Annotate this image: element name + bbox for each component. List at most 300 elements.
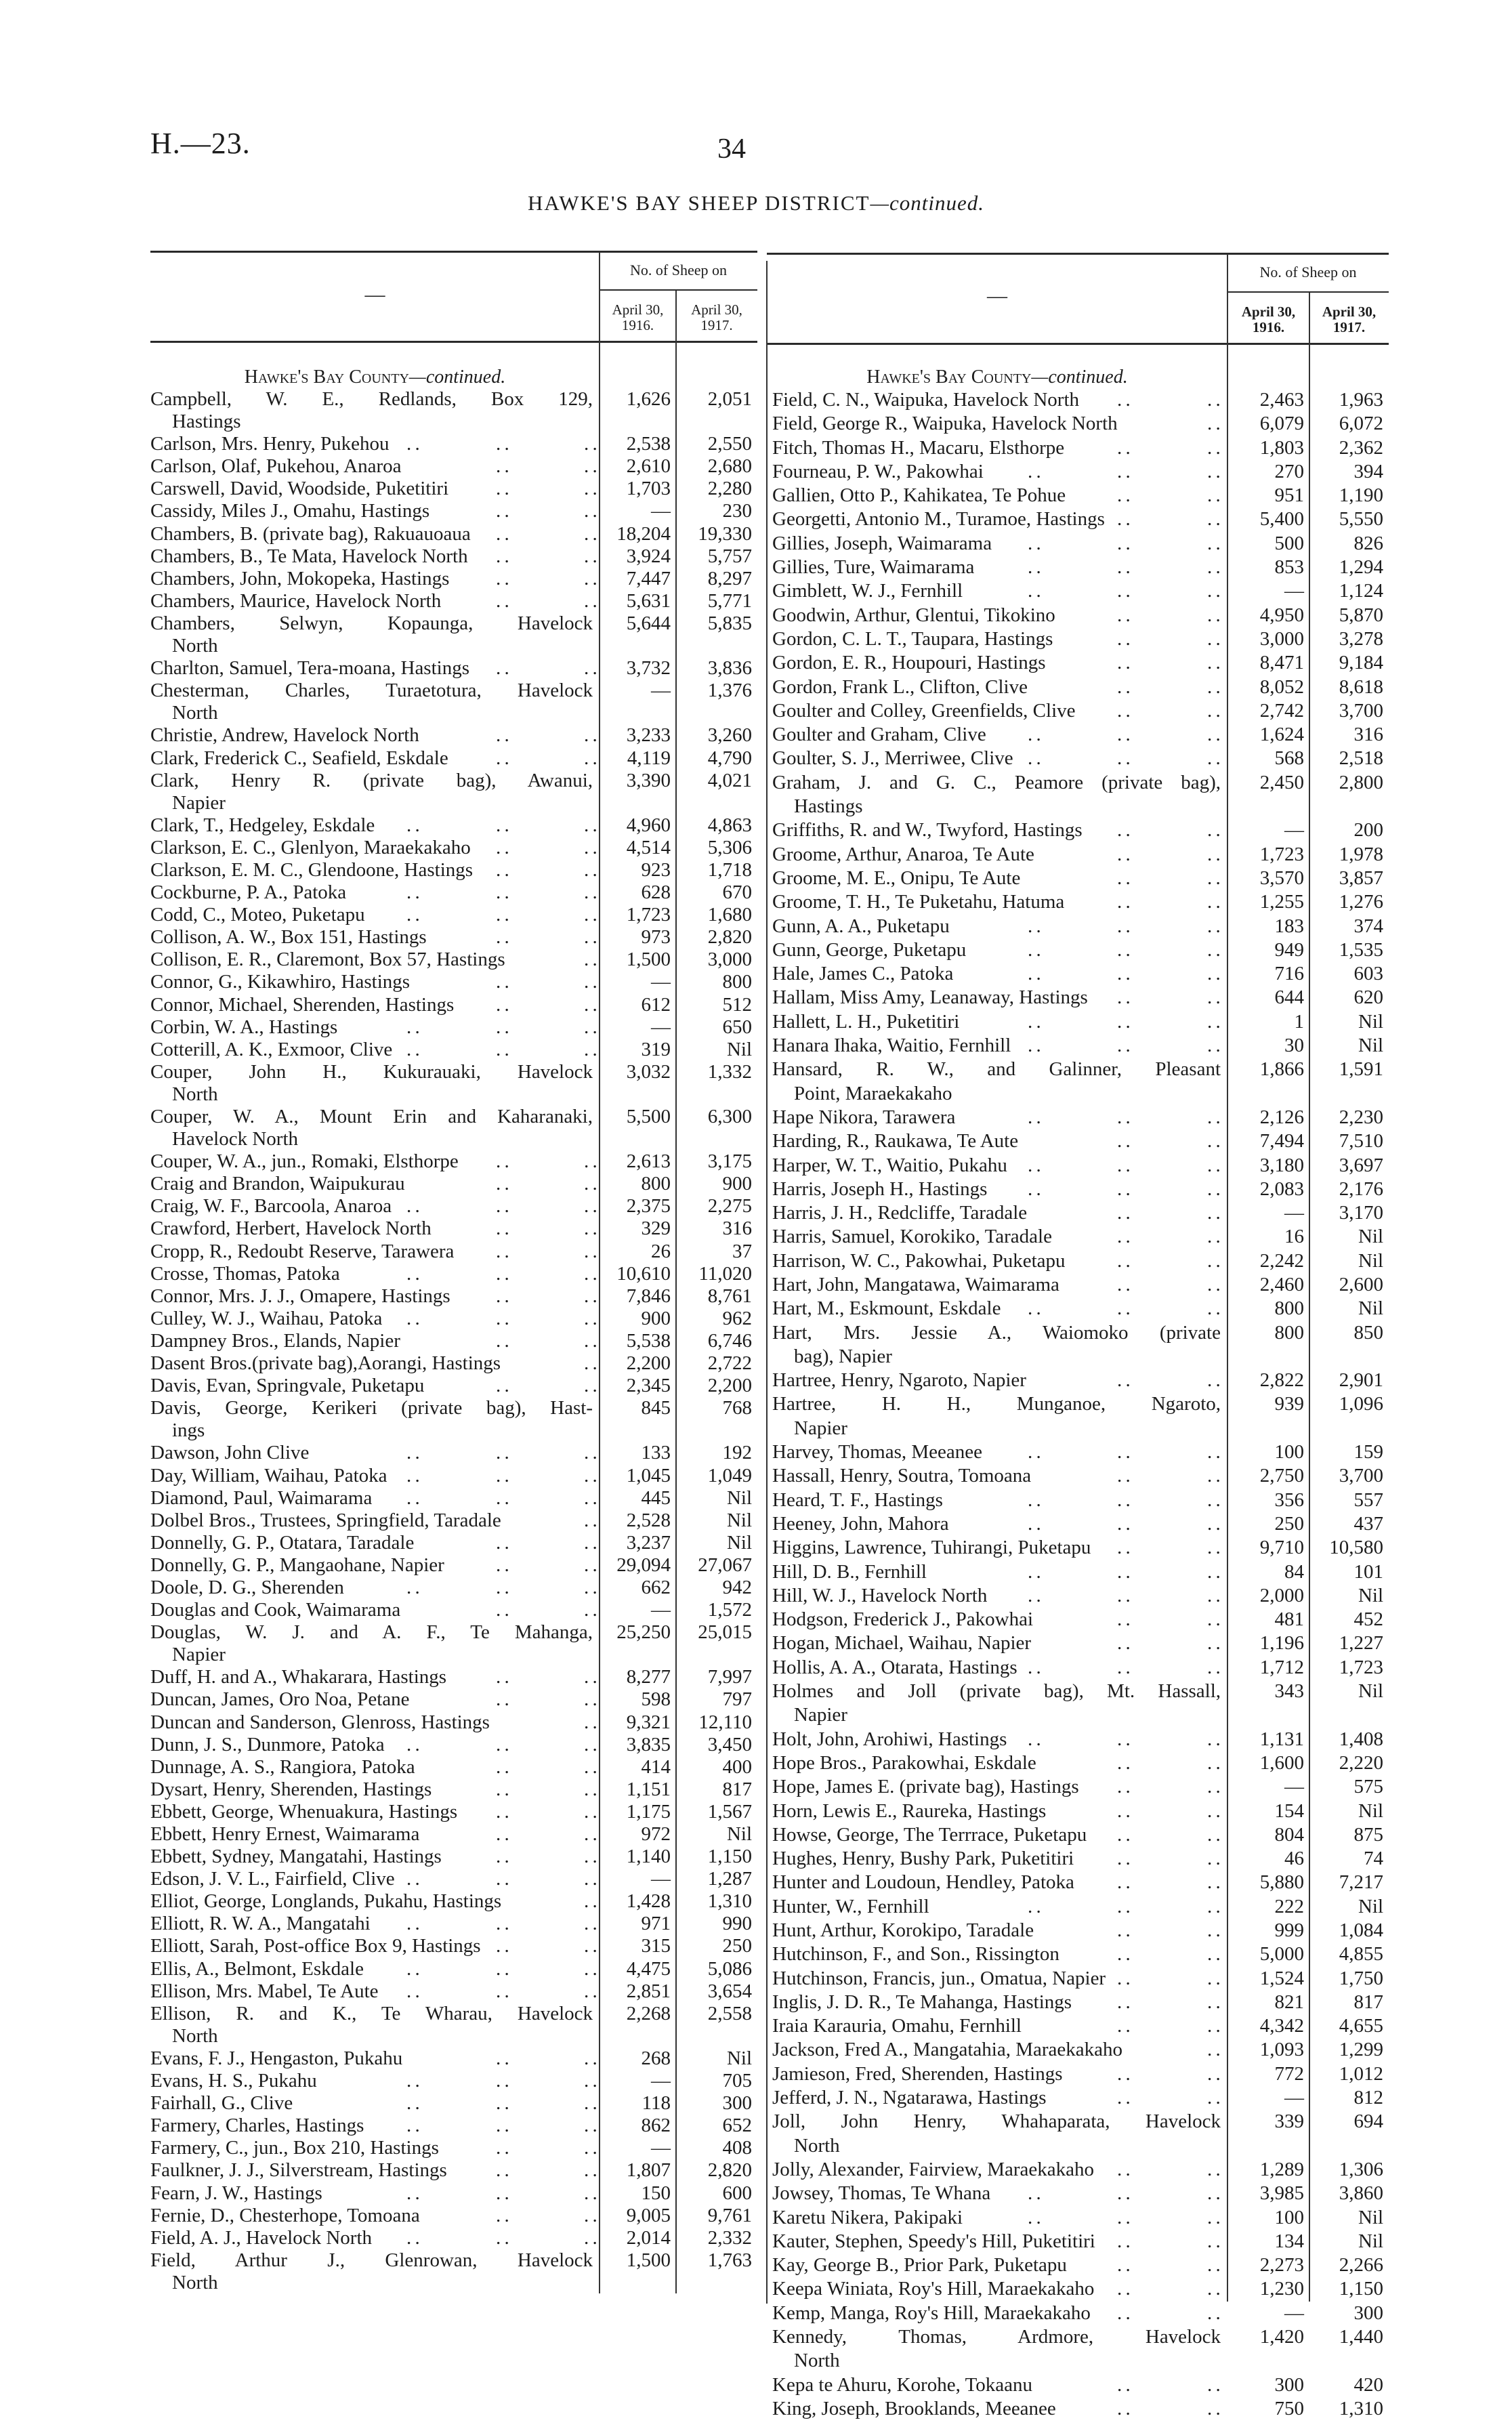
sheep-count-1917: 4,863 xyxy=(707,814,752,836)
leader-dots: . . xyxy=(584,1262,597,1285)
sheep-count-1917: 1,591 xyxy=(1339,1058,1383,1081)
table-row xyxy=(150,1846,757,1868)
leader-dots: . . xyxy=(1117,867,1130,889)
table-row xyxy=(150,388,757,433)
leader-dots: . . xyxy=(1207,580,1220,602)
sheep-count-1917: 1,012 xyxy=(1339,2062,1383,2085)
sheep-count-1916: — xyxy=(1284,819,1304,841)
owner-cell xyxy=(767,1178,1227,1201)
owner-cell xyxy=(150,1397,600,1442)
owner-cell xyxy=(150,1532,600,1554)
table-row xyxy=(767,1584,1389,1608)
sheep-count-1916: — xyxy=(651,1016,671,1038)
owner-cell xyxy=(767,1034,1227,1058)
owner-cell xyxy=(767,1631,1227,1655)
owner-name: Hogan, Michael, Waihau, Napier xyxy=(772,1632,1032,1655)
sheep-count-1917: 3,654 xyxy=(707,1980,752,2002)
leader-dots: . . xyxy=(584,657,597,680)
leader-dots: . . xyxy=(1117,436,1130,459)
sheep-count-1917: Nil xyxy=(726,1038,752,1060)
sheep-count-1917: 374 xyxy=(1353,915,1383,937)
owner-name: Evans, F. J., Hengaston, Pukahu xyxy=(150,2047,403,2069)
table-row xyxy=(767,2182,1389,2205)
leader-dots: . . xyxy=(496,1531,509,1554)
leader-dots: . . xyxy=(496,1307,509,1329)
owner-name: Joll, John Henry, Whahaparata, Havelock xyxy=(772,2110,1221,2133)
owner-name: Doole, D. G., Sherenden xyxy=(150,1576,344,1598)
owner-name: Gordon, E. R., Houpouri, Hastings xyxy=(772,652,1046,674)
leader-dots: . . xyxy=(406,2070,419,2092)
sheep-count-1916: 100 xyxy=(1274,1441,1304,1463)
sheep-count-1916: 268 xyxy=(641,2047,671,2069)
owner-name: Crawford, Herbert, Havelock North xyxy=(150,1218,432,1240)
owner-name-continued: North xyxy=(172,2024,218,2047)
owner-cell xyxy=(767,1440,1227,1464)
table-row xyxy=(767,2110,1389,2158)
owner-cell xyxy=(767,2014,1227,2038)
sheep-count-1917: 900 xyxy=(722,1173,752,1195)
sheep-count-1916: 300 xyxy=(1274,2373,1304,2396)
owner-cell xyxy=(150,2182,600,2205)
owner-name-continued: Havelock North xyxy=(172,1128,299,1150)
sheep-count-1917: 2,176 xyxy=(1339,1178,1383,1200)
leader-dots: . . xyxy=(496,1218,509,1240)
sheep-count-1917: 2,200 xyxy=(707,1375,752,1397)
owner-name: Dawson, John Clive xyxy=(150,1442,310,1464)
owner-cell xyxy=(150,1688,600,1711)
leader-dots: . . xyxy=(496,1576,509,1598)
sheep-count-1916: 853 xyxy=(1274,556,1304,579)
leader-dots: . . xyxy=(584,1509,597,1531)
sheep-count-1917: 5,757 xyxy=(707,545,752,567)
leader-dots: . . xyxy=(496,500,509,522)
leader-dots: . . xyxy=(584,567,597,589)
leader-dots: . . xyxy=(496,814,509,836)
leader-dots: . . xyxy=(1207,891,1220,913)
sheep-count-1916: 716 xyxy=(1274,963,1304,985)
leader-dots: . . xyxy=(1117,963,1130,985)
sheep-count-1917: 990 xyxy=(722,1913,752,1935)
sheep-count-1916: 951 xyxy=(1274,484,1304,507)
sheep-count-1916: 329 xyxy=(641,1218,671,1240)
sheep-count-1917: Nil xyxy=(1358,1035,1383,1057)
leader-dots: . . xyxy=(496,2182,509,2204)
sheep-count-1917: 1,680 xyxy=(707,904,752,926)
owner-name: Heard, T. F., Hastings xyxy=(772,1489,943,1511)
sheep-count-header: No. of Sheep on xyxy=(630,262,727,278)
sheep-count-1916: 2,200 xyxy=(626,1352,671,1375)
table-row xyxy=(150,1958,757,1980)
leader-dots: . . xyxy=(584,1935,597,1957)
col-1917-line2: 1917. xyxy=(700,317,733,333)
leader-dots: . . xyxy=(584,1846,597,1868)
leader-dots: . . xyxy=(1117,1489,1130,1511)
leader-dots: . . xyxy=(1117,1202,1130,1224)
table-row xyxy=(767,1225,1389,1249)
leader-dots: . . xyxy=(1207,1751,1220,1774)
owner-cell xyxy=(150,1330,600,1352)
sheep-count-1917: 452 xyxy=(1353,1608,1383,1631)
owner-cell xyxy=(150,770,600,814)
table-row xyxy=(150,1801,757,1823)
owner-name: Fernie, D., Chesterhope, Tomoana xyxy=(150,2204,420,2226)
sheep-count-1917: 3,700 xyxy=(1339,699,1383,722)
leader-dots: . . xyxy=(1207,1537,1220,1559)
owner-name: Griffiths, R. and W., Twyford, Hastings xyxy=(772,819,1083,841)
leader-dots: . . xyxy=(496,993,509,1016)
owner-name: Clark, Henry R. (private bag), Awanui, xyxy=(150,769,593,791)
owner-name: Dunn, J. S., Dunmore, Patoka xyxy=(150,1733,385,1755)
leader-dots: . . xyxy=(496,1980,509,2002)
sheep-count-1917: Nil xyxy=(1358,1226,1383,1248)
owner-cell xyxy=(767,1489,1227,1512)
leader-dots: . . xyxy=(1117,2206,1130,2228)
leader-dots: . . xyxy=(584,2182,597,2204)
leader-dots: . . xyxy=(1207,1035,1220,1057)
table-row xyxy=(767,1034,1389,1058)
leader-dots: . . xyxy=(1117,604,1130,626)
owner-name: Elliott, Sarah, Post-office Box 9, Hastings xyxy=(150,1935,481,1957)
owner-name: Harris, Joseph H., Hastings xyxy=(772,1178,988,1200)
sheep-count-1917: 2,220 xyxy=(1339,1751,1383,1774)
sheep-count-1916: 4,119 xyxy=(627,747,671,769)
table-row xyxy=(767,2253,1389,2277)
leader-dots: . . xyxy=(496,1733,509,1755)
owner-cell xyxy=(150,2137,600,2159)
leader-dots: . . xyxy=(496,1778,509,1800)
sheep-count-1916: 9,321 xyxy=(626,1711,671,1733)
owner-name: Fourneau, P. W., Pakowhai xyxy=(772,460,984,482)
owner-name: Davis, Evan, Springvale, Puketapu xyxy=(150,1375,425,1397)
owner-name: Couper, John H., Kukurauaki, Havelock xyxy=(150,1060,593,1083)
table-row xyxy=(767,604,1389,627)
sheep-count-1917: 2,901 xyxy=(1339,1369,1383,1392)
leader-dots: . . xyxy=(584,1576,597,1598)
leader-dots: . . xyxy=(1207,2182,1220,2205)
leader-dots: . . xyxy=(496,971,509,993)
owner-cell xyxy=(767,2038,1227,2062)
leader-dots: . . xyxy=(496,881,509,904)
owner-name: Ebbett, Sydney, Mangatahi, Hastings xyxy=(150,1846,442,1868)
sheep-count-1917: Nil xyxy=(1358,2230,1383,2252)
leader-dots: . . xyxy=(584,2226,597,2249)
table-row xyxy=(150,971,757,993)
leader-dots: . . xyxy=(584,1868,597,1890)
leader-dots: . . xyxy=(1117,1273,1130,1295)
sheep-count-1917: 408 xyxy=(722,2137,752,2159)
owner-cell xyxy=(150,1150,600,1173)
sheep-count-1917: 1,750 xyxy=(1339,1967,1383,1989)
sheep-count-1916: 612 xyxy=(641,993,671,1016)
leader-dots: . . xyxy=(1117,1751,1130,1774)
owner-cell xyxy=(767,843,1227,867)
sheep-count-1917: Nil xyxy=(1358,1584,1383,1606)
col-1917-header xyxy=(676,302,757,333)
owner-name: Jefferd, J. N., Ngatarawa, Hastings xyxy=(772,2087,1047,2109)
leader-dots: . . xyxy=(1117,819,1130,841)
owner-name: Dasent Bros.(private bag),Aorangi, Hastings xyxy=(150,1352,501,1375)
sheep-count-1916: 5,631 xyxy=(626,589,671,612)
owner-name: Dolbel Bros., Trustees, Springfield, Taradale xyxy=(150,1509,501,1531)
sheep-count-1916: 84 xyxy=(1284,1560,1304,1583)
sheep-count-1917: 437 xyxy=(1353,1512,1383,1535)
table-row xyxy=(767,1010,1389,1034)
leader-dots: . . xyxy=(406,433,419,455)
leader-dots: . . xyxy=(1207,963,1220,985)
sheep-count-1916: 2,742 xyxy=(1259,699,1304,722)
owner-name: Douglas and Cook, Waimarama xyxy=(150,1599,401,1621)
sheep-count-1916: 1,807 xyxy=(626,2159,671,2182)
leader-dots: . . xyxy=(1207,819,1220,841)
owner-cell xyxy=(767,675,1227,699)
leader-dots: . . xyxy=(1117,1608,1130,1631)
leader-dots: . . xyxy=(1207,1297,1220,1320)
owner-cell xyxy=(150,2205,600,2227)
sheep-count-1917: 25,015 xyxy=(698,1621,752,1644)
sheep-count-1917: 1,276 xyxy=(1339,891,1383,913)
owner-cell xyxy=(150,1352,600,1375)
owner-cell xyxy=(150,1173,600,1195)
owner-cell xyxy=(150,2047,600,2070)
leader-dots: . . xyxy=(1028,532,1041,554)
sheep-count-1917: 800 xyxy=(722,971,752,993)
owner-name: Holt, John, Arohiwi, Hastings xyxy=(772,1728,1007,1750)
leader-dots: . . xyxy=(584,1800,597,1823)
leader-dots: . . xyxy=(1117,2182,1130,2205)
sheep-count-1917: 394 xyxy=(1353,460,1383,482)
leader-dots: . . xyxy=(1117,1465,1130,1487)
table-row xyxy=(150,1106,757,1150)
sheep-count-1917: 159 xyxy=(1353,1441,1383,1463)
leader-dots: . . xyxy=(1028,963,1041,985)
header-sub-rule xyxy=(1227,291,1389,293)
leader-dots: . . xyxy=(1117,1512,1130,1535)
leader-dots: . . xyxy=(1207,1512,1220,1535)
leader-dots: . . xyxy=(1028,2182,1041,2205)
sheep-count-1917: 3,450 xyxy=(707,1733,752,1755)
leader-dots: . . xyxy=(1207,1226,1220,1248)
table-row xyxy=(767,1942,1389,1966)
owner-name: Gunn, George, Puketapu xyxy=(772,938,967,961)
table-row xyxy=(150,1442,757,1464)
owner-name: Jolly, Alexander, Fairview, Maraekakaho xyxy=(772,2158,1095,2180)
sheep-count-1917: 1,978 xyxy=(1339,843,1383,865)
owner-name: Collison, A. W., Box 151, Hastings xyxy=(150,926,427,949)
county-name: Hawke's Bay County xyxy=(244,367,409,388)
owner-name: Hollis, A. A., Otarata, Hastings xyxy=(772,1656,1017,1678)
leader-dots: . . xyxy=(584,904,597,926)
sheep-count-1916: 1,803 xyxy=(1259,436,1304,459)
sheep-count-1917: 826 xyxy=(1353,532,1383,554)
leader-dots: . . xyxy=(406,904,419,926)
owner-name: Duff, H. and A., Whakarara, Hastings xyxy=(150,1666,447,1688)
table-row xyxy=(767,699,1389,723)
sheep-count-1916: 5,880 xyxy=(1259,1871,1304,1894)
table-row xyxy=(150,949,757,971)
sheep-count-1917: 2,558 xyxy=(707,2002,752,2024)
sheep-count-1916: 923 xyxy=(641,858,671,881)
sheep-count-1916: 134 xyxy=(1274,2230,1304,2252)
leader-dots: . . xyxy=(1028,460,1041,482)
table-row xyxy=(150,1241,757,1263)
leader-dots: . . xyxy=(406,1442,419,1464)
table-row xyxy=(150,1465,757,1487)
sheep-count-1917: 200 xyxy=(1353,819,1383,841)
table-row xyxy=(767,1106,1389,1129)
owner-cell xyxy=(150,1510,600,1532)
owner-cell xyxy=(767,627,1227,651)
leader-dots: . . xyxy=(496,1913,509,1935)
col-1916-line1: April 30, xyxy=(1241,304,1296,320)
owner-name-continued: Hastings xyxy=(794,795,863,818)
owner-name: Groome, M. E., Onipu, Te Aute xyxy=(772,867,1021,889)
table-row xyxy=(150,814,757,837)
owner-name: Hughes, Henry, Bushy Park, Puketitiri xyxy=(772,1848,1074,1870)
header-top-rule xyxy=(767,253,1389,255)
sheep-count-1916: — xyxy=(651,2070,671,2092)
sheep-count-1917: 1,287 xyxy=(707,1868,752,1890)
leader-dots: . . xyxy=(1117,1560,1130,1583)
owner-cell xyxy=(767,412,1227,436)
owner-name: Ebbett, George, Whenuakura, Hastings xyxy=(150,1800,458,1823)
leader-dots: . . xyxy=(1207,2015,1220,2037)
leader-dots: . . xyxy=(1207,1489,1220,1511)
table-row xyxy=(767,1680,1389,1728)
owner-name: Hansard, R. W., and Galinner, Pleasant xyxy=(772,1058,1221,1081)
table-row xyxy=(150,1510,757,1532)
owner-cell xyxy=(767,986,1227,1010)
sheep-count-1917: 8,618 xyxy=(1339,675,1383,698)
owner-name: Farmery, C., jun., Box 210, Hastings xyxy=(150,2137,439,2159)
sheep-count-1916: 9,710 xyxy=(1259,1537,1304,1559)
sheep-count-1917: 3,000 xyxy=(707,949,752,971)
table-row xyxy=(767,2158,1389,2182)
leader-dots: . . xyxy=(1117,2397,1130,2419)
sheep-count-1917: Nil xyxy=(1358,1297,1383,1320)
sheep-count-1916: 971 xyxy=(641,1913,671,1935)
leader-dots: . . xyxy=(1117,2254,1130,2276)
table-row xyxy=(767,1823,1389,1847)
leader-dots: . . xyxy=(1117,1919,1130,1941)
leader-dots: . . xyxy=(1117,2015,1130,2037)
leader-dots: . . xyxy=(1117,1130,1130,1152)
table-row xyxy=(767,915,1389,938)
leader-dots: . . xyxy=(584,926,597,949)
owner-name: Chambers, B. (private bag), Rakuauoaua xyxy=(150,522,471,545)
leader-dots: . . xyxy=(1207,508,1220,531)
owner-cell xyxy=(767,1991,1227,2014)
table-row xyxy=(767,579,1389,603)
sheep-count-1917: 5,835 xyxy=(707,612,752,634)
owner-cell xyxy=(767,771,1227,819)
sheep-count-1916: 500 xyxy=(1274,532,1304,554)
leader-dots: . . xyxy=(496,1262,509,1285)
owner-cell xyxy=(767,1273,1227,1297)
sheep-count-1916: 3,390 xyxy=(626,769,671,791)
sheep-count-1916: 7,447 xyxy=(626,567,671,589)
sheep-count-1916: 1,500 xyxy=(626,949,671,971)
table-row xyxy=(150,994,757,1016)
owner-cell xyxy=(767,1800,1227,1823)
leader-dots: . . xyxy=(496,2115,509,2137)
owner-name: Couper, W. A., jun., Romaki, Elsthorpe xyxy=(150,1150,459,1173)
owner-cell xyxy=(150,2159,600,2182)
owner-cell xyxy=(767,1942,1227,1966)
sheep-count-1917: 705 xyxy=(722,2070,752,2092)
sheep-count-1917: 4,790 xyxy=(707,747,752,769)
section-heading xyxy=(150,366,600,388)
sheep-count-1916: 1,289 xyxy=(1259,2158,1304,2180)
leader-dots: . . xyxy=(496,1846,509,1868)
owner-name: Kepa te Ahuru, Korohe, Tokaanu xyxy=(772,2373,1032,2396)
leader-dots: . . xyxy=(1117,915,1130,937)
col-1916-line2: 1916. xyxy=(1252,319,1285,335)
owner-cell xyxy=(767,1369,1227,1392)
sheep-count-1916: 772 xyxy=(1274,2062,1304,2085)
leader-dots: . . xyxy=(584,1531,597,1554)
sheep-count-1916: 1,866 xyxy=(1259,1058,1304,1081)
sheep-count-1916: 1,140 xyxy=(626,1846,671,1868)
owner-name-continued: North xyxy=(172,2271,218,2293)
sheep-count-1917: 2,820 xyxy=(707,2159,752,2182)
sheep-count-1917: Nil xyxy=(1358,1010,1383,1033)
leader-dots: . . xyxy=(406,1262,419,1285)
leader-dots: . . xyxy=(1207,1728,1220,1750)
leader-dots: . . xyxy=(584,971,597,993)
owner-cell xyxy=(150,1554,600,1577)
owner-name: Jackson, Fred A., Mangatahia, Maraekakaho xyxy=(772,2039,1123,2061)
sheep-count-1916: 1 xyxy=(1294,1010,1304,1033)
owner-name: Hassall, Henry, Soutra, Tomoana xyxy=(772,1465,1032,1487)
sheep-count-1917: 1,227 xyxy=(1339,1632,1383,1655)
owner-cell xyxy=(767,1871,1227,1894)
leader-dots: . . xyxy=(496,1195,509,1218)
leader-dots: . . xyxy=(496,2226,509,2249)
table-row xyxy=(767,2062,1389,2086)
leader-dots: . . xyxy=(1117,2230,1130,2252)
leader-dots: . . xyxy=(1117,1656,1130,1678)
leader-dots: . . xyxy=(1207,699,1220,722)
table-row xyxy=(767,1201,1389,1225)
leader-dots: . . xyxy=(1207,627,1220,650)
leader-dots: . . xyxy=(584,1980,597,2002)
leader-dots: . . xyxy=(1207,389,1220,411)
leader-dots: . . xyxy=(1207,915,1220,937)
owner-name: Edson, J. V. L., Fairfield, Clive xyxy=(150,1868,395,1890)
table-row xyxy=(150,1285,757,1308)
leader-dots: . . xyxy=(406,2115,419,2137)
sheep-count-1917: 1,567 xyxy=(707,1800,752,1823)
owner-name: Hill, D. B., Fernhill xyxy=(772,1560,927,1583)
table-row xyxy=(150,1173,757,1195)
owner-name: Couper, W. A., Mount Erin and Kaharanaki, xyxy=(150,1106,593,1127)
owner-name: Groome, T. H., Te Puketahu, Hatuma xyxy=(772,891,1065,913)
owner-name: Harris, Samuel, Korokiko, Taradale xyxy=(772,1226,1052,1248)
leader-dots: . . xyxy=(584,433,597,455)
table-row xyxy=(150,523,757,545)
leader-dots: . . xyxy=(1028,1154,1041,1176)
leader-dots: . . xyxy=(496,1868,509,1890)
sheep-count-1916: 1,712 xyxy=(1259,1656,1304,1678)
leader-dots: . . xyxy=(1207,2373,1220,2396)
owner-cell xyxy=(767,915,1227,938)
owner-cell xyxy=(150,1308,600,1330)
leader-dots: . . xyxy=(1207,1560,1220,1583)
sheep-count-1916: — xyxy=(1284,2087,1304,2109)
owner-cell xyxy=(150,1442,600,1464)
table-row xyxy=(150,568,757,590)
sheep-count-1917: 2,275 xyxy=(707,1195,752,1218)
